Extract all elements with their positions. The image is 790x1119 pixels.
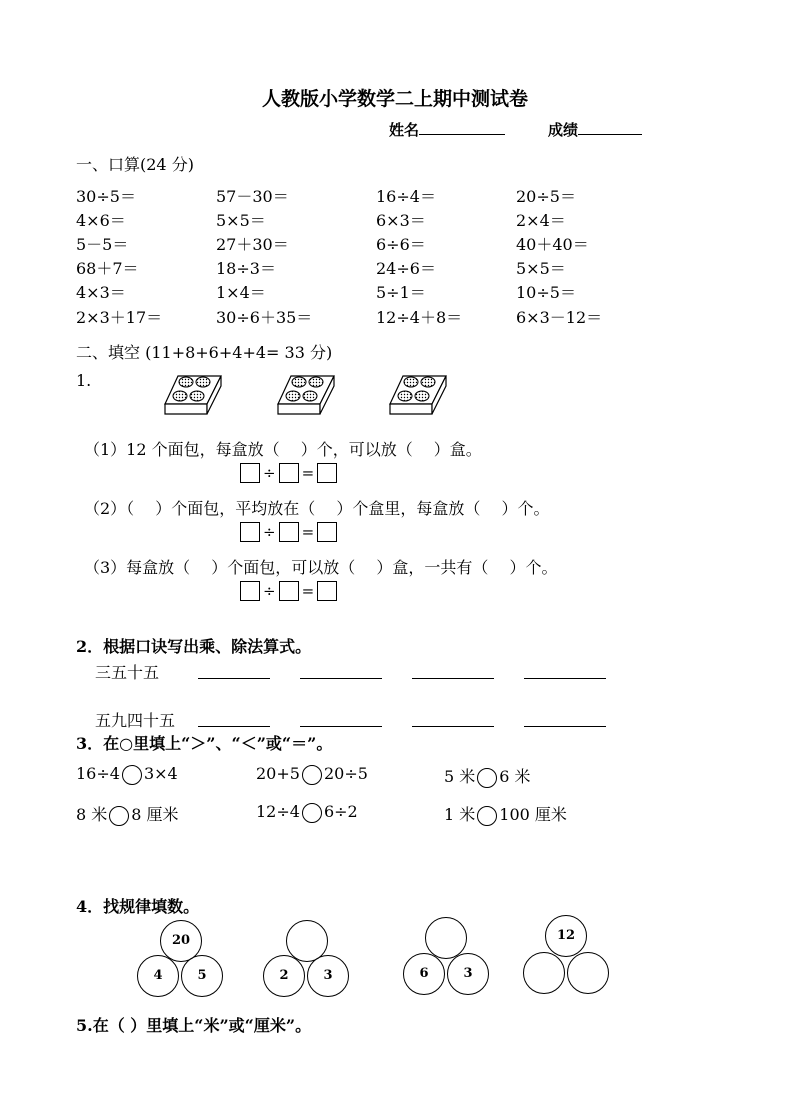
compare-left: 12÷4 <box>256 802 300 821</box>
oral-problem: 24÷6＝ <box>376 259 436 278</box>
score-label: 成绩 <box>548 121 579 139</box>
q1-number: 1. <box>76 371 92 390</box>
compare-item <box>76 802 179 826</box>
divide-sign: ÷ <box>263 581 276 600</box>
answer-line[interactable] <box>300 678 382 679</box>
name-label: 姓名 <box>389 121 420 139</box>
number-circle[interactable] <box>523 952 565 994</box>
answer-line[interactable] <box>198 726 270 727</box>
answer-box[interactable] <box>279 463 299 483</box>
answer-line[interactable] <box>198 678 270 679</box>
number-circle: 3 <box>307 955 349 997</box>
answer-box[interactable] <box>279 522 299 542</box>
oral-problem: 5×5＝ <box>516 259 566 278</box>
oral-problem: 68＋7＝ <box>76 259 139 278</box>
oral-problem: 5×5＝ <box>216 211 266 230</box>
answer-box[interactable] <box>240 522 260 542</box>
oral-problem: 5－5＝ <box>76 235 129 254</box>
answer-box[interactable] <box>317 522 337 542</box>
compare-left: 8 米 <box>76 805 108 824</box>
compare-left: 1 米 <box>444 805 476 824</box>
q2-text: 2．根据口诀写出乘、除法算式。 <box>76 637 312 656</box>
number-circle: 5 <box>181 955 223 997</box>
q5-text: 5.在（ ）里填上“米”或“厘米”。 <box>76 1016 312 1035</box>
oral-problem: 30÷6＋35＝ <box>216 308 313 327</box>
oral-problem: 12÷4＋8＝ <box>376 308 463 327</box>
compare-circle[interactable] <box>302 803 322 823</box>
oral-problem: 6÷6＝ <box>376 235 426 254</box>
oral-problem: 1×4＝ <box>216 283 266 302</box>
number-circle: 4 <box>137 955 179 997</box>
oral-problem: 10÷5＝ <box>516 283 576 302</box>
compare-item <box>444 802 567 826</box>
compare-right: 100 厘米 <box>499 805 567 824</box>
q1-part2-equation <box>240 521 337 542</box>
compare-circle[interactable] <box>477 768 497 788</box>
answer-box[interactable] <box>317 463 337 483</box>
number-circle[interactable] <box>425 917 467 959</box>
bread-box-icon <box>276 372 338 418</box>
compare-right: 3×4 <box>143 764 178 783</box>
compare-item <box>76 764 178 785</box>
oral-problem: 5÷1＝ <box>376 283 426 302</box>
compare-item <box>256 802 358 823</box>
answer-box[interactable] <box>240 463 260 483</box>
compare-right: 8 厘米 <box>131 805 179 824</box>
number-circle: 12 <box>545 915 587 957</box>
compare-right: 20÷5 <box>323 764 368 783</box>
q4-text: 4．找规律填数。 <box>76 897 200 916</box>
oral-problem: 16÷4＝ <box>376 187 436 206</box>
number-circle: 6 <box>403 953 445 995</box>
section2-heading: 二、填空 (11+8+6+4+4= 33 分) <box>76 343 333 362</box>
compare-left: 20+5 <box>256 764 300 783</box>
q1-part3-text: （3）每盒放（ ）个面包，可以放（ ）盒，一共有（ ）个。 <box>84 558 558 577</box>
divide-sign: ÷ <box>263 522 276 541</box>
compare-item <box>256 764 368 785</box>
answer-line[interactable] <box>412 726 494 727</box>
q3-text: 3．在○里填上“＞”、“＜”或“＝”。 <box>76 734 333 753</box>
answer-line[interactable] <box>524 726 606 727</box>
oral-problem: 2×3＋17＝ <box>76 308 163 327</box>
answer-box[interactable] <box>240 581 260 601</box>
page-title: 人教版小学数学二上期中测试卷 <box>261 88 528 110</box>
oral-problem: 27＋30＝ <box>216 235 289 254</box>
q1-part1-text: （1）12 个面包，每盒放（ ）个，可以放（ ）盒。 <box>84 440 482 459</box>
oral-problem: 4×6＝ <box>76 211 126 230</box>
oral-problem: 6×3－12＝ <box>516 308 603 327</box>
bread-box-icon <box>163 372 225 418</box>
oral-problem: 18÷3＝ <box>216 259 276 278</box>
number-circle[interactable] <box>567 952 609 994</box>
q2-rhyme-2: 五九四十五 <box>95 711 176 730</box>
answer-line[interactable] <box>300 726 382 727</box>
compare-left: 5 米 <box>444 767 476 786</box>
compare-left: 16÷4 <box>76 764 120 783</box>
number-circle: 20 <box>160 920 202 962</box>
oral-problem: 57－30＝ <box>216 187 289 206</box>
score-field[interactable] <box>548 119 642 140</box>
answer-line[interactable] <box>524 678 606 679</box>
oral-problem: 6×3＝ <box>376 211 426 230</box>
q1-part2-text: （2）（ ）个面包，平均放在（ ）个盒里，每盒放（ ）个。 <box>84 499 550 518</box>
answer-box[interactable] <box>279 581 299 601</box>
compare-right: 6÷2 <box>323 802 358 821</box>
divide-sign: ÷ <box>263 463 276 482</box>
q1-part3-equation <box>240 580 337 601</box>
oral-problem: 20÷5＝ <box>516 187 576 206</box>
oral-problem: 4×3＝ <box>76 283 126 302</box>
name-blank[interactable] <box>419 120 505 135</box>
equal-sign: = <box>301 581 315 600</box>
number-circle: 2 <box>263 955 305 997</box>
number-circle: 3 <box>447 953 489 995</box>
bread-box-icon <box>388 372 450 418</box>
oral-problem: 2×4＝ <box>516 211 566 230</box>
equal-sign: = <box>301 463 315 482</box>
name-field[interactable] <box>389 119 505 140</box>
compare-circle[interactable] <box>109 806 129 826</box>
oral-problem: 40＋40＝ <box>516 235 589 254</box>
q1-part1-equation <box>240 462 337 483</box>
compare-right: 6 米 <box>499 767 531 786</box>
compare-item <box>444 764 531 788</box>
oral-problem: 30÷5＝ <box>76 187 136 206</box>
section1-heading: 一、口算(24 分) <box>76 155 194 174</box>
q2-rhyme-1: 三五十五 <box>95 663 160 682</box>
compare-circle[interactable] <box>122 765 142 785</box>
answer-line[interactable] <box>412 678 494 679</box>
compare-circle[interactable] <box>302 765 322 785</box>
equal-sign: = <box>301 522 315 541</box>
answer-box[interactable] <box>317 581 337 601</box>
compare-circle[interactable] <box>477 806 497 826</box>
score-blank[interactable] <box>578 120 642 135</box>
